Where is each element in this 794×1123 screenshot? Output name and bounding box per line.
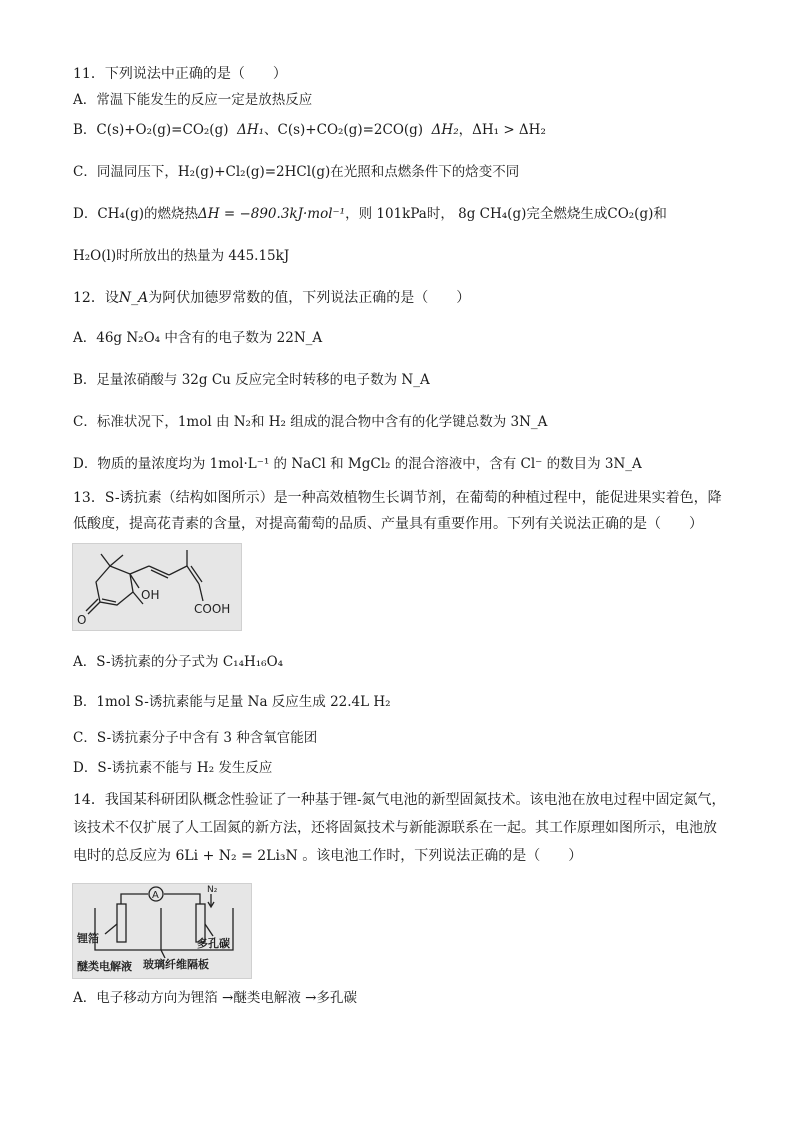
cooh-label: COOH [194,602,231,616]
structure-diagram [73,544,241,630]
q13-option-b: B．1mol S-诱抗素能与足量 Na 反应生成 22.4L H₂ [73,694,391,710]
ammeter-label: A [152,890,159,901]
porous-carbon-label: 多孔碳 [197,937,230,950]
n2-label: N₂ [207,885,218,895]
li-foil-label: 锂箔 [77,932,99,945]
q14-option-a: A．电子移动方向为锂箔 →醚类电解液 →多孔碳 [73,990,357,1006]
q13-option-c: C．S-诱抗素分子中含有 3 种含氧官能团 [73,730,318,746]
li-n2-battery-figure [72,883,252,979]
q13-option-d: D．S-诱抗素不能与 H₂ 发生反应 [73,760,273,776]
q11-option-a: A．常温下能发生的反应一定是放热反应 [73,92,313,108]
separator-label: 玻璃纤维隔板 [143,958,209,971]
battery-diagram [73,884,251,978]
q14-stem-line3: 电时的总反应为 6Li + N₂ = 2Li₃N 。该电池工作时，下列说法正确的是（ ） [73,848,583,864]
electrolyte-label: 醚类电解液 [77,960,132,973]
q12-option-b: B．足量浓硝酸与 32g Cu 反应完全时转移的电子数为 N_A [73,372,430,388]
ketone-o-label: O [77,613,87,627]
q11-option-b: B．C(s)+O₂(g)=CO₂(g) ΔH₁、C(s)+CO₂(g)=2CO(g) ΔH₂，ΔH₁ > ΔH₂ [73,122,546,138]
q14-stem-line1: 14．我国某科研团队概念性验证了一种基于锂-氮气电池的新型固氮技术。该电池在放电过程中固定氮气， [73,792,726,808]
s-abscisic-acid-structure-figure [72,543,242,631]
q14-stem-line2: 该技术不仅扩展了人工固氮的新方法，还将固氮技术与新能源联系在一起。其工作原理如图所示，电池放 [73,820,717,836]
q11-option-d-cont: H₂O(l)时所放出的热量为 445.15kJ [73,248,290,264]
oh-label: OH [141,588,160,602]
q13-stem-line2: 低酸度，提高花青素的含量，对提高葡萄的品质、产量具有重要作用。下列有关说法正确的是（ ） [73,516,703,532]
q11-option-d: D．CH₄(g)的燃烧热ΔH = −890.3kJ·mol⁻¹，则 101kPa时， 8g CH₄(g)完全燃烧生成CO₂(g)和 [73,206,667,222]
q12-option-a: A．46g N₂O₄ 中含有的电子数为 22N_A [73,330,323,346]
q11-stem: 11．下列说法中正确的是（ ） [73,66,287,82]
q13-stem-line1: 13．S-诱抗素（结构如图所示）是一种高效植物生长调节剂，在葡萄的种植过程中，能促进果实着色，降 [73,490,722,506]
q12-stem: 12．设N_A为阿伏加德罗常数的值，下列说法正确的是（ ） [73,290,471,306]
q12-option-d: D．物质的量浓度均为 1mol·L⁻¹ 的 NaCl 和 MgCl₂ 的混合溶液中，含有 Cl⁻ 的数目为 3N_A [73,456,642,472]
q12-option-c: C．标准状况下，1mol 由 N₂和 H₂ 组成的混合物中含有的化学键总数为 3N_A [73,414,548,430]
q13-option-a: A．S-诱抗素的分子式为 C₁₄H₁₆O₄ [73,654,284,670]
q11-option-c: C．同温同压下，H₂(g)+Cl₂(g)=2HCl(g)在光照和点燃条件下的焓变不同 [73,164,520,180]
